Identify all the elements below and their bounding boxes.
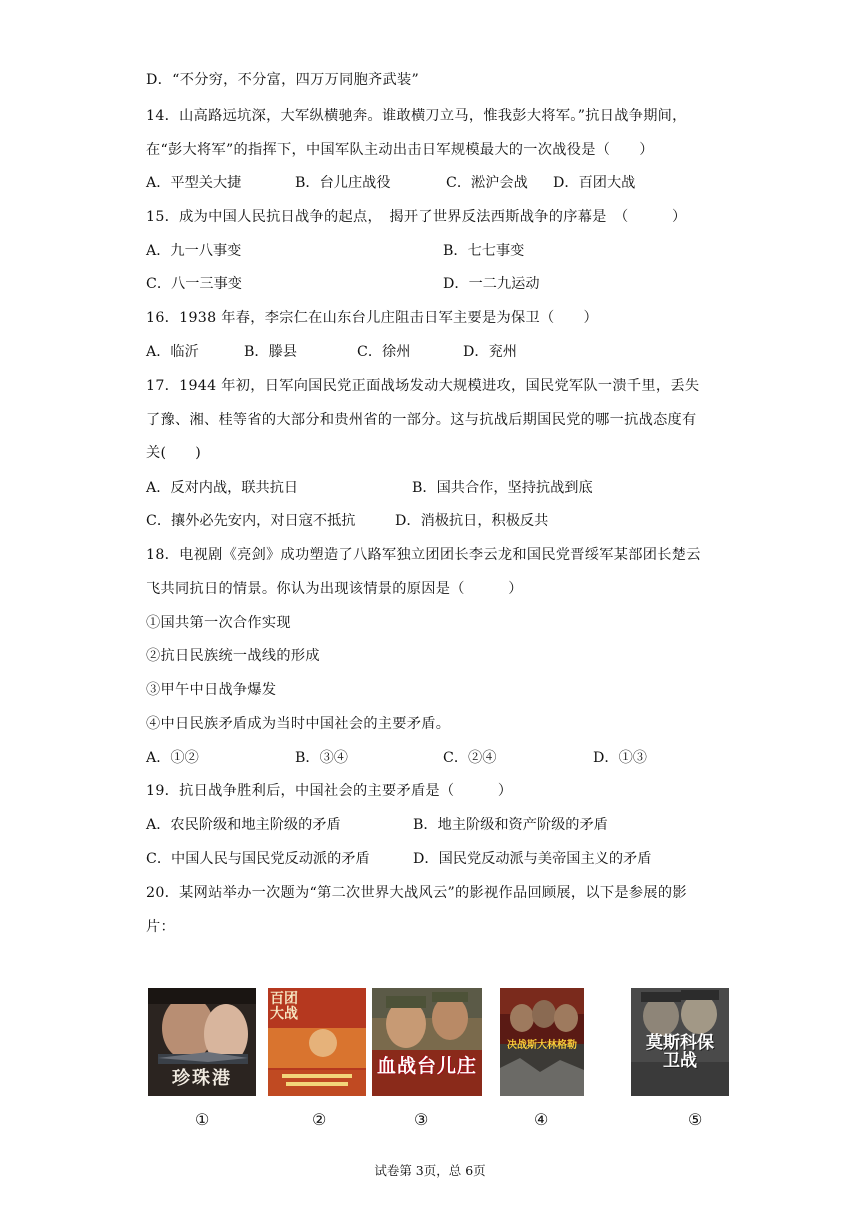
question-17-line-3: 关( ) [146, 445, 202, 461]
q15-option-d: D．一二九运动 [443, 276, 540, 292]
q18-option-a: A．①② [146, 750, 199, 766]
q14-option-a: A．平型关大捷 [146, 175, 242, 191]
q17-option-d: D．消极抗日，积极反共 [395, 513, 549, 529]
question-17-line-2: 了豫、湘、桂等省的大部分和贵州省的一部分。这与抗战后期国民党的哪一抗战态度有 [146, 412, 697, 428]
question-17-line-1: 17．1944 年初，日军向国民党正面战场发动大规模进攻，国民党军队一溃千里，丢失 [146, 378, 700, 394]
q16-option-b: B．滕县 [244, 344, 297, 360]
question-20-line-1: 20．某网站举办一次题为“第二次世界大战风云”的影视作品回顾展，以下是参展的影 [146, 885, 687, 901]
q15-option-c: C．八一三事变 [146, 276, 242, 292]
movie-poster-hundred-regiments [268, 988, 366, 1096]
q14-option-d: D．百团大战 [553, 175, 636, 191]
page-footer: 试卷第 3页，总 6页 [374, 1163, 486, 1178]
movie-poster-stalingrad [500, 988, 584, 1096]
movie-poster-pearl-harbor [148, 988, 256, 1096]
question-16: 16．1938 年春，李宗仁在山东台儿庄阻击日军主要是为保卫（ ） [146, 310, 598, 326]
q16-option-a: A．临沂 [146, 344, 199, 360]
q18-option-b: B．③④ [295, 750, 348, 766]
q18-option-c: C．②④ [443, 750, 497, 766]
q19-option-c: C．中国人民与国民党反动派的矛盾 [146, 851, 370, 867]
q15-option-b: B．七七事变 [443, 243, 525, 259]
q19-option-d: D．国民党反动派与美帝国主义的矛盾 [413, 851, 652, 867]
question-15: 15．成为中国人民抗日战争的起点， 揭开了世界反法西斯战争的序幕是 （ ） [146, 209, 687, 225]
poster-3-artwork [372, 988, 482, 1096]
q14-option-c: C．淞沪会战 [446, 175, 528, 191]
q16-option-c: C．徐州 [357, 344, 411, 360]
q14-option-b: B．台儿庄战役 [295, 175, 391, 191]
q19-option-a: A．农民阶级和地主阶级的矛盾 [146, 817, 341, 833]
q17-option-a: A．反对内战，联共抗日 [146, 480, 299, 496]
question-18-line-1: 18．电视剧《亮剑》成功塑造了八路军独立团团长李云龙和国民党晋绥军某部团长楚云 [146, 547, 701, 563]
poster-4-title: 决战斯大林格勒 [507, 1040, 577, 1051]
poster-1-title: 珍珠港 [172, 1068, 232, 1089]
poster-number-3: ③ [414, 1110, 429, 1129]
q17-option-b: B．国共合作，坚持抗战到底 [412, 480, 593, 496]
poster-number-2: ② [312, 1110, 327, 1129]
question-18-line-2: 飞共同抗日的情景。你认为出现该情景的原因是（ ） [146, 581, 523, 597]
question-19: 19．抗日战争胜利后，中国社会的主要矛盾是（ ） [146, 783, 513, 799]
q18-option-d: D．①③ [593, 750, 647, 766]
option-13-d: D．“不分穷，不分富，四万万同胞齐武装” [146, 72, 420, 88]
question-14-line-1: 14．山高路远坑深，大军纵横驰奔。谁敢横刀立马，惟我彭大将军。”抗日战争期间， [146, 108, 687, 124]
q15-option-a: A．九一八事变 [146, 243, 242, 259]
poster-2-title: 百团大战 [270, 991, 298, 1022]
poster-number-1: ① [195, 1110, 210, 1129]
q18-statement-1: ①国共第一次合作实现 [146, 615, 291, 631]
q19-option-b: B．地主阶级和资产阶级的矛盾 [413, 817, 608, 833]
poster-number-5: ⑤ [688, 1110, 703, 1129]
q17-option-c: C．攘外必先安内，对日寇不抵抗 [146, 513, 356, 529]
question-20-line-2: 片： [146, 919, 175, 935]
poster-5-title: 莫斯科保卫战 [646, 1033, 714, 1071]
movie-poster-taierzhuang [372, 988, 482, 1096]
movie-poster-moscow-defense [631, 988, 729, 1096]
q18-statement-3: ③甲午中日战争爆发 [146, 682, 277, 698]
q18-statement-2: ②抗日民族统一战线的形成 [146, 648, 320, 664]
question-14-line-2: 在“彭大将军”的指挥下，中国军队主动出击日军规模最大的一次战役是（ ） [146, 142, 654, 158]
q16-option-d: D．兖州 [463, 344, 517, 360]
poster-3-title: 血战台儿庄 [376, 1055, 477, 1077]
q18-statement-4: ④中日民族矛盾成为当时中国社会的主要矛盾。 [146, 716, 451, 732]
poster-number-4: ④ [534, 1110, 549, 1129]
